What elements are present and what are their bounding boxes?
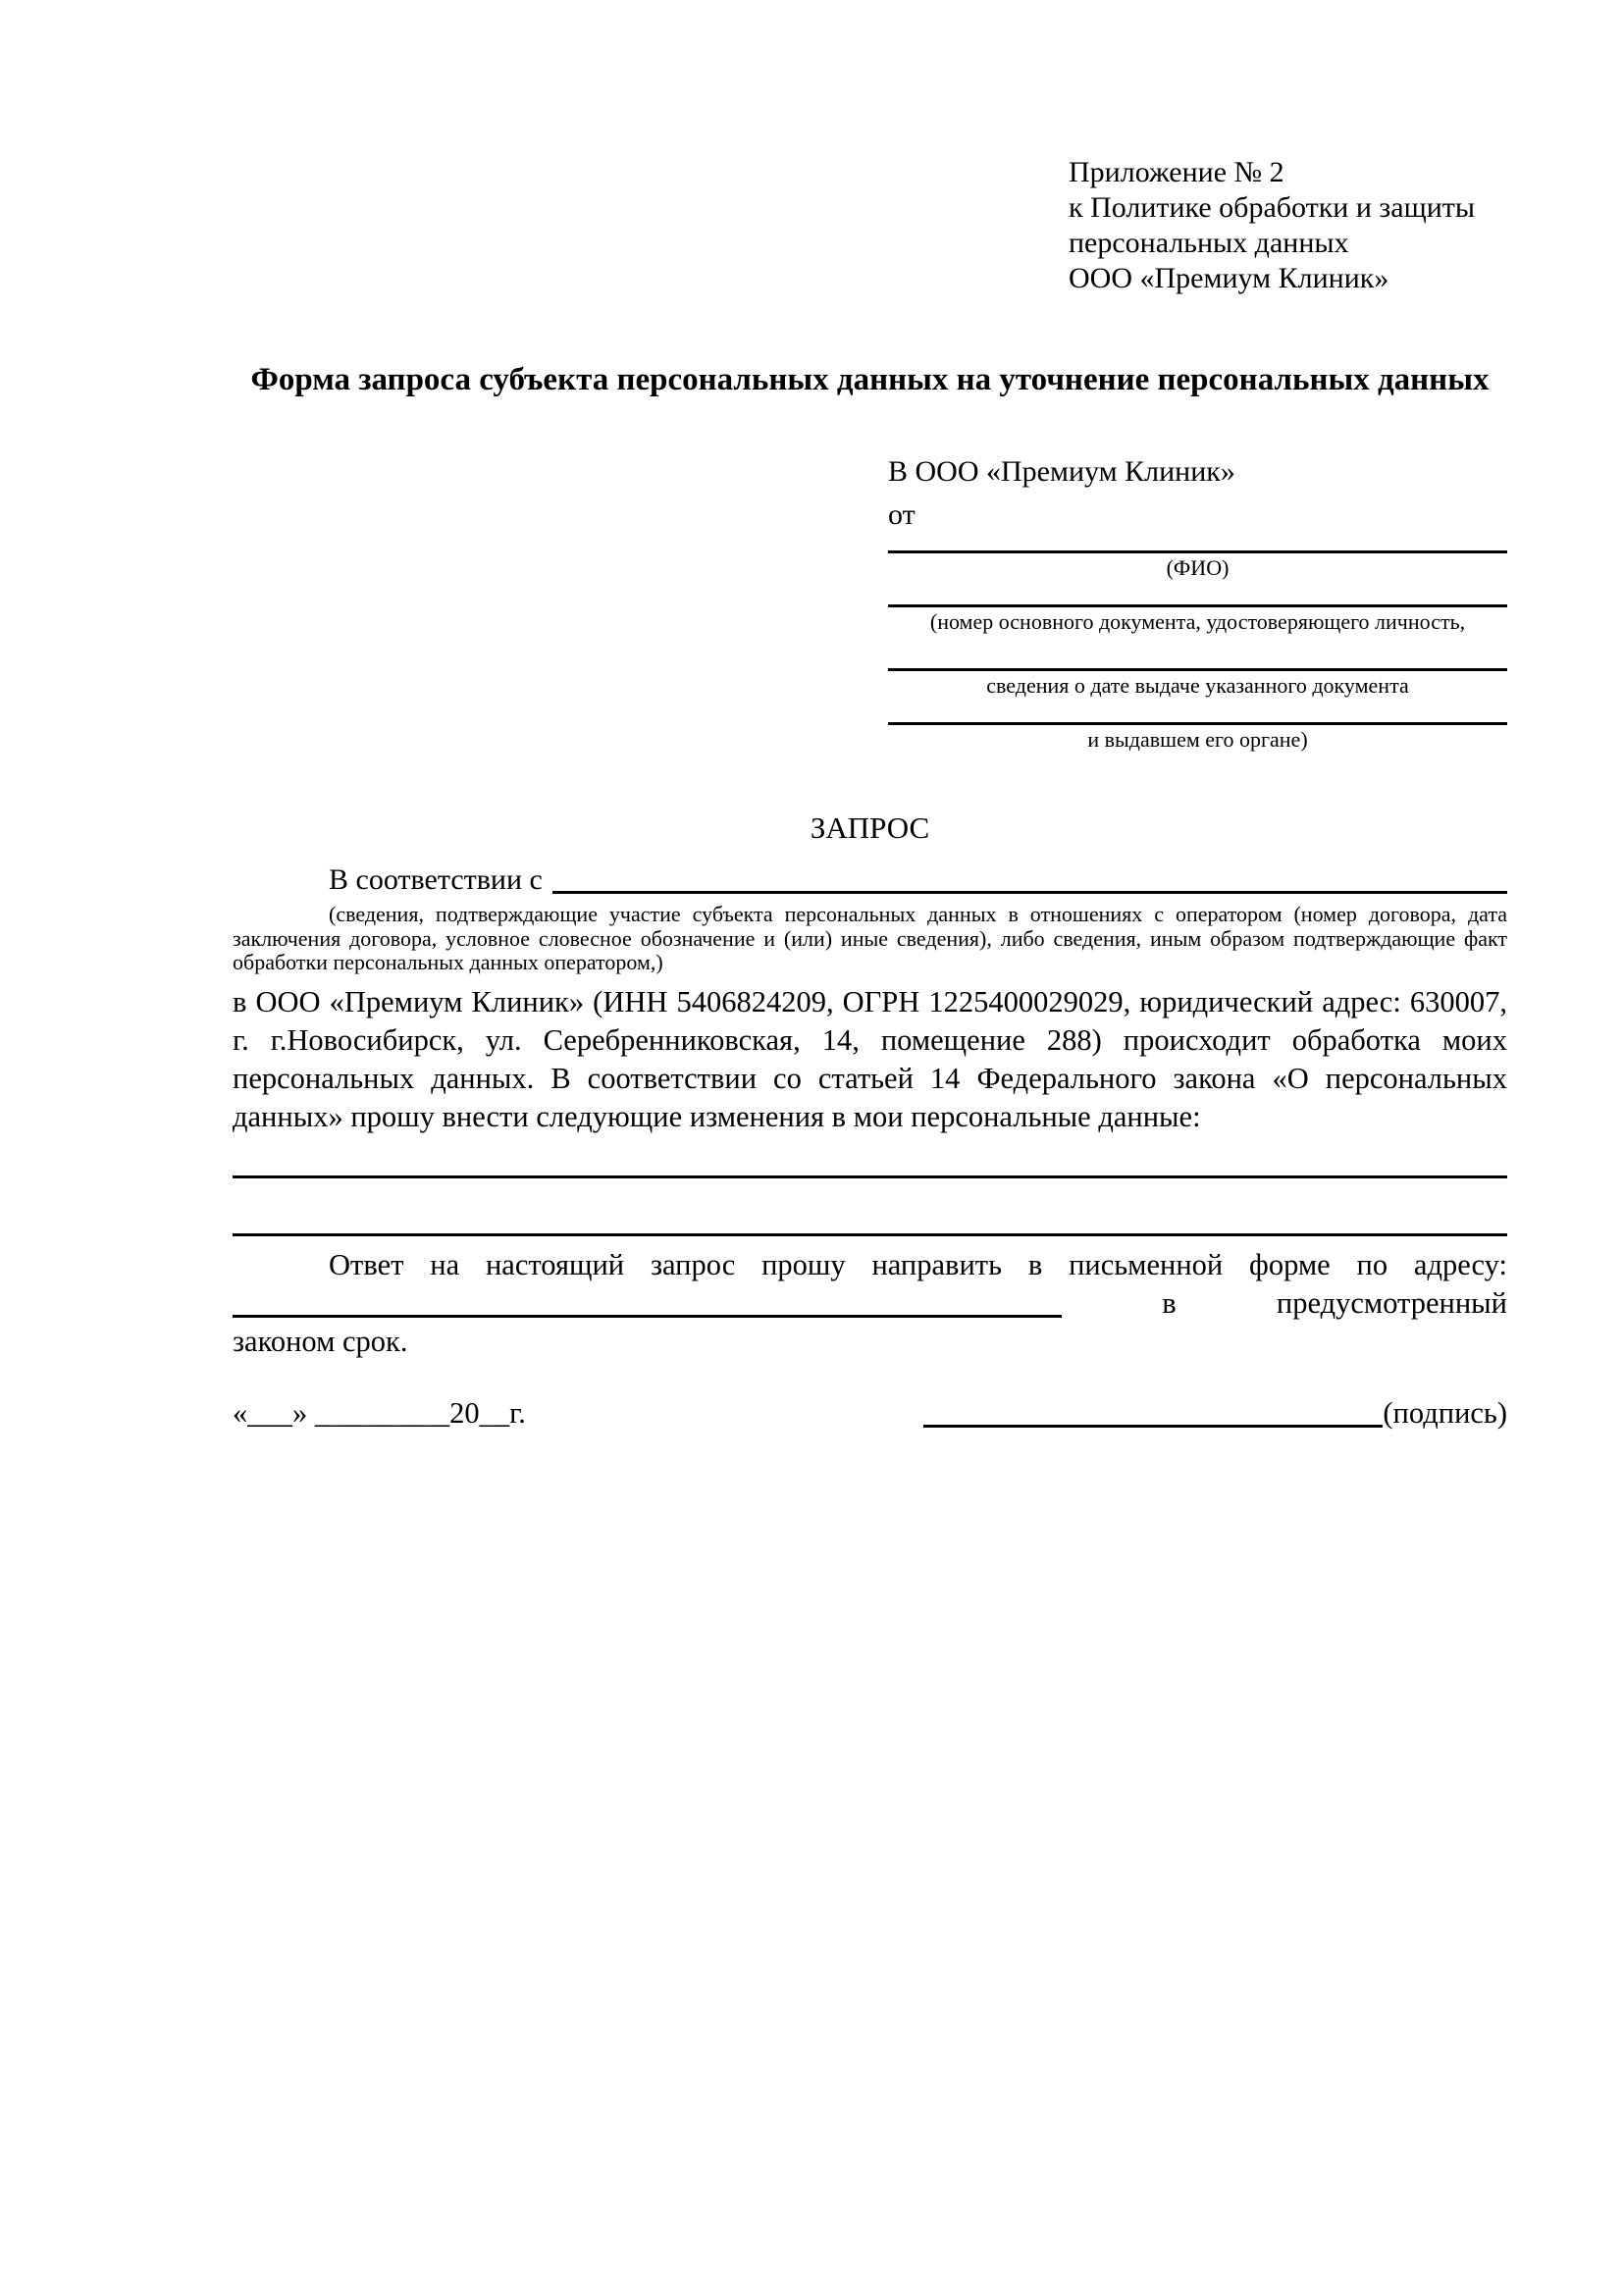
addressee-to: В ООО «Премиум Клиник» (888, 455, 1235, 488)
issuing-authority-blank-field[interactable] (888, 699, 1507, 725)
signature-row (233, 1394, 1507, 1433)
signature-caption: (подпись) (1383, 1395, 1507, 1430)
addressee-block (888, 454, 1507, 753)
appendix-header-line-3: персональных данных (1069, 227, 1349, 259)
fio-caption: (ФИО) (1166, 555, 1230, 580)
issuing-authority-caption: и выдавшем его органе) (1087, 727, 1308, 752)
reply-word-predusmotrennyy: предусмотренный (1276, 1285, 1507, 1320)
signature-blank-field[interactable] (923, 1425, 1383, 1428)
issue-date-blank-field[interactable] (888, 635, 1507, 671)
document-content (233, 0, 1507, 1433)
accordance-prefix: В соответствии с (329, 863, 543, 896)
appendix-header (1069, 155, 1507, 296)
reply-paragraph-line2 (233, 1284, 1507, 1323)
reply-word-v: в (1162, 1285, 1177, 1320)
fio-blank-field[interactable] (888, 533, 1507, 553)
appendix-header-line-2: к Политике обработки и защиты (1069, 191, 1476, 224)
small-print-note: (сведения, подтверждающие участие субъекта персональных данных в отношениях с оператором (номер договора, дата заключения договора, условное словесное обозначение и (или) иные сведения), либо сведения, иным образом подтверждающие факт обработки персональных данных оператором,) (233, 902, 1507, 974)
reply-paragraph-line3: законом срок. (233, 1324, 408, 1358)
main-paragraph: в ООО «Премиум Клиник» (ИНН 5406824209, ОГРН 1225400029029, юридический адрес: 630007, г. г.Новосибирск, ул. Серебренниковская, 14, помещение 288) происходит обработка моих персональных данных. В соответствии со статьей 14 Федерального закона «О персональных данных» прошу внести следующие изменения в мои персональные данные: (233, 984, 1507, 1133)
request-heading: ЗАПРОС (810, 810, 930, 845)
reply-paragraph-line1: Ответ на настоящий запрос прошу направить в письменной форме по адресу: (329, 1247, 1507, 1281)
changes-blank-line-1[interactable] (233, 1136, 1507, 1178)
document-number-caption: (номер основного документа, удостоверяющего личность, (929, 609, 1466, 634)
document-title: Форма запроса субъекта персональных данных на уточнение персональных данных (250, 362, 1490, 397)
accordance-row (233, 861, 1507, 899)
changes-blank-line-2[interactable] (233, 1178, 1507, 1236)
date-blank-field[interactable]: «___» _________20__г. (233, 1395, 526, 1430)
document-number-blank-field[interactable] (888, 581, 1507, 607)
issue-date-caption: сведения о дате выдаче указанного документа (986, 673, 1409, 698)
accordance-blank-field[interactable] (552, 891, 1507, 894)
appendix-header-line-4: ООО «Премиум Клиник» (1069, 262, 1389, 294)
addressee-from: от (888, 498, 916, 531)
address-blank-field[interactable] (233, 1315, 1062, 1318)
appendix-header-line-1: Приложение № 2 (1069, 156, 1284, 188)
signature-area (923, 1394, 1507, 1433)
